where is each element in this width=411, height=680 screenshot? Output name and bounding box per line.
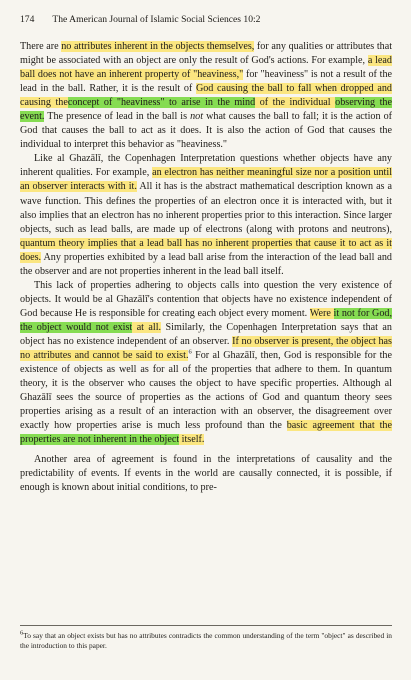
highlighted-text: itself.	[179, 434, 205, 446]
text-run: For al Ghazālī, then, God is responsible for the existence of objects as well as for all of the properties that adhere to them. In quantum theory, it is the observer who causes the object to have specific properties. Although al Ghazālī sees the source of properties as the actions of God and quantum theory sees properties arising as a result of an interaction with an observer, the disagreement over exactly how properties arise is much less profound than the	[20, 350, 392, 432]
highlighted-text: no attributes inherent in the objects themselves,	[61, 41, 255, 52]
text-run: not	[190, 111, 204, 123]
text-run: for any qualities or attributes that might be associated with an object are only the result of God's actions. For example,	[20, 41, 393, 67]
page-header	[20, 14, 392, 25]
highlighted-text: If no observer is present, the object has no attributes and cannot be said to exist.	[20, 335, 392, 362]
text-run: There are	[20, 41, 62, 52]
journal-title: The American Journal of Islamic Social Sciences 10:2	[52, 14, 261, 25]
paragraph-1	[20, 40, 392, 152]
paragraph-2	[20, 152, 392, 278]
page-number: 174	[20, 14, 35, 25]
highlighted-text: a lead ball does not have an inherent property of "heaviness,"	[20, 55, 392, 81]
text-run: Like al Ghazālī, the Copenhagen Interpretation questions whether objects have any inherent qualities. For example,	[20, 153, 392, 179]
highlighted-text: observing the event.	[20, 97, 392, 123]
highlighted-text: of the individual	[255, 97, 336, 109]
text-run: for "heaviness" is not a result of the lead in the ball. Rather, it is the result of	[20, 69, 392, 95]
paragraph-3	[20, 279, 392, 448]
text-run: The presence of lead in the ball is	[44, 111, 191, 123]
text-run: Similarly, the Copenhagen Interpretation says that an object has no existence independent of an observer.	[20, 321, 392, 347]
footnote-text: To say that an object exists but has no attributes contradicts the common understanding of the term "object" as described in the introduction to this paper.	[20, 631, 392, 650]
highlighted-text: an electron has neither meaningful size nor a position until an observer interacts with it.	[20, 167, 393, 193]
highlighted-text: properties are not inherent in the object	[20, 434, 180, 446]
footnote-ref: 6	[188, 348, 192, 356]
highlighted-text: concept of "heaviness" to arise in the mind	[67, 97, 256, 109]
highlighted-text: at all.	[132, 321, 162, 333]
paragraph-4	[20, 453, 392, 495]
highlighted-text: basic agreement that the	[286, 420, 392, 432]
body-text	[20, 40, 392, 496]
highlighted-text: it not for God, the object would not exist	[20, 307, 393, 333]
text-run: Another area of agreement is found in the interpretations of causality and the predictability of events. If events in the world are causally connected, it is possible, if enough is known about initial conditions, to pre-	[20, 454, 392, 494]
footnote	[20, 631, 392, 650]
text-run: All it has is the abstract mathematical description known as a wave function. This defines the properties of an electron once it is interacted with, but it also implies that an electron has no inherent properties prior to this interaction. Since larger objects, such as lead balls, are made up of electrons (along with protons and neutrons),	[20, 181, 392, 235]
highlighted-text: Were	[309, 307, 334, 319]
text-run: This lack of properties adhering to objects calls into question the very existence of objects. It would be al Ghazālī's contention that objects have no existence independent of God because He is responsible for creating each object every moment.	[20, 279, 392, 319]
text-run: Any properties exhibited by a lead ball arise from the interaction of the lead ball and the observer and are not properties inherent in the lead ball itself.	[20, 251, 392, 277]
text-run: what causes the ball to fall; it is the action of God that causes the ball to act as it does. It is also the action of God that causes the individual to interpret this behavior as "heaviness."	[20, 111, 393, 151]
highlighted-text: God causing the ball to fall when dropped and causing the	[20, 83, 392, 109]
highlighted-text: quantum theory implies that a lead ball has no inherent properties that cause it to act as it does.	[20, 237, 392, 263]
footnote-mark: 6	[20, 629, 24, 637]
footnote-divider	[20, 625, 392, 626]
